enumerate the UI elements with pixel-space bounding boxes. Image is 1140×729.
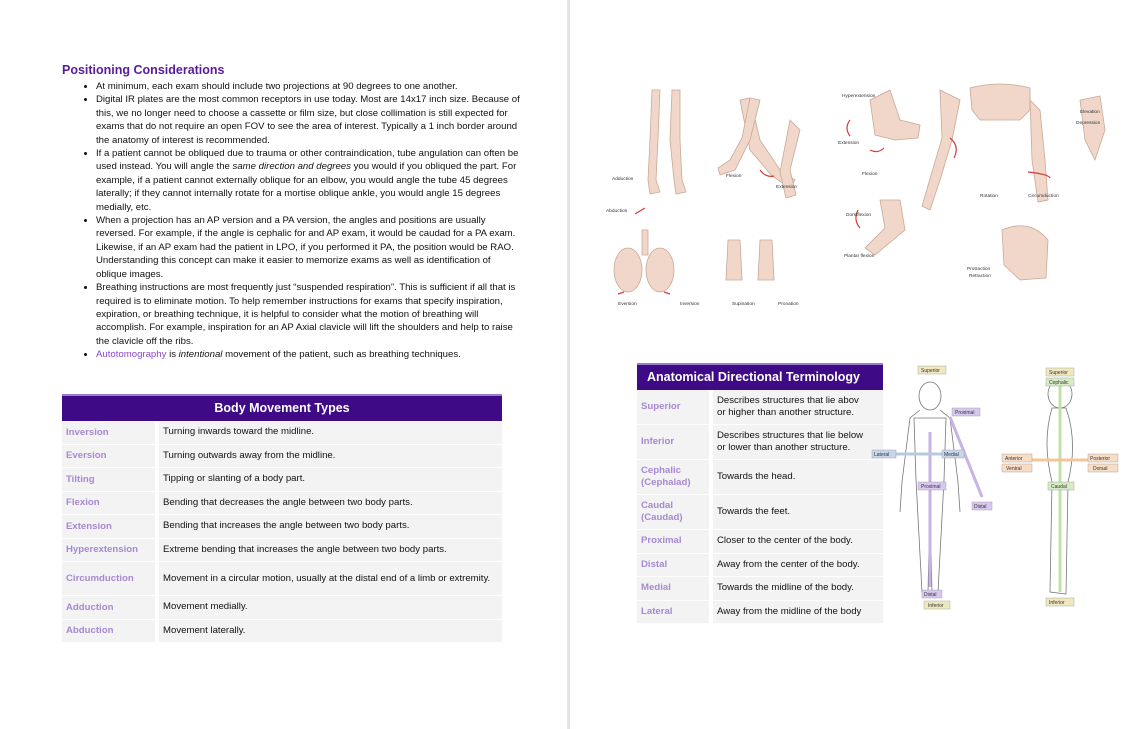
direction-term-text: Cephalic (Cephalad) (641, 465, 691, 488)
label-circumduction: Circumduction (1028, 194, 1059, 199)
direction-term-text: Caudal (Caudad) (641, 500, 683, 523)
direction-definition-text: Describes structures that lie abov or higher than another structure. (717, 395, 859, 418)
arm-shape (1030, 100, 1048, 202)
movement-definition: Bending that decreases the angle between two body parts. (159, 492, 502, 515)
direction-term (637, 577, 713, 600)
tag-inferior: Inferior (928, 603, 944, 609)
shoulder-shape (1080, 96, 1105, 160)
arrow-icon (847, 120, 850, 136)
directional-figure (870, 362, 1120, 617)
movement-definition: Bending that increases the angle between two body parts. (159, 515, 502, 538)
body-movement-table-title: Body Movement Types (62, 394, 502, 421)
direction-definition (713, 601, 883, 624)
anatomical-table-title: Anatomical Directional Terminology (637, 363, 883, 390)
positioning-bullet (96, 348, 524, 361)
table-row (62, 620, 502, 644)
label-depression: Depression (1076, 121, 1101, 126)
positioning-bullet (96, 214, 524, 281)
label-inversion: Inversion (680, 302, 700, 307)
movement-term: Inversion (62, 421, 159, 444)
direction-definition-text: Away from the midline of the body (717, 605, 862, 617)
ankle-shape (642, 230, 648, 255)
bullet-text: At minimum, each exam should include two projections at 90 degrees to one another. (96, 81, 458, 92)
table-row (637, 460, 883, 495)
bullet-text: When a projection has an AP version and a PA version, the angles and positions are usually reversed. For example, if the angle is cephalic for and AP exam, it would be caudad for a PA exam. Likewise, if an AP exam had the patient in LPO, if you performed it PA, the position would be RAO. Understanding this concept can make it easier to memorize exams as well as identification of oblique images. (96, 215, 516, 280)
arrow-icon (635, 208, 645, 214)
bullet-text: you would if you obliqued the part. For example, if a patient cannot externally oblique for an elbow, you would angle the tube 45 degrees laterally; if they cannot internally rotate for a mortise oblique ankle, you would angle 15 degrees medially, etc. (96, 161, 517, 213)
movement-term: Eversion (62, 445, 159, 468)
table-row (62, 492, 502, 516)
direction-definition (713, 530, 883, 553)
movement-term: Abduction (62, 620, 159, 643)
tag-lateral: Lateral (874, 452, 890, 458)
direction-definition (713, 390, 883, 424)
positioning-bullet-list (78, 80, 524, 362)
direction-term-text: Superior (641, 401, 681, 412)
positioning-bullet (96, 93, 524, 147)
positioning-bullet (96, 281, 524, 348)
direction-definition (713, 495, 883, 529)
table-row (637, 425, 883, 460)
label-supination: Supination (732, 302, 755, 307)
direction-definition-text: Away from the center of the body. (717, 558, 860, 570)
right-page (570, 0, 1140, 729)
highlighted-term: Autotomography (96, 349, 167, 361)
foot-shape (646, 248, 674, 292)
direction-term (637, 425, 713, 459)
direction-term (637, 554, 713, 577)
bullet-text: is (166, 349, 179, 361)
hand-shape (870, 90, 920, 140)
movement-definition: Turning outwards away from the midline. (159, 445, 502, 468)
label-flexion-top: Flexion (862, 172, 878, 177)
direction-term (637, 460, 713, 494)
direction-definition-text: Towards the midline of the body. (717, 582, 854, 594)
bullet-text: Digital IR plates are the most common receptors in use today. Most are 14x17 inch size. Because of this, we no longer need to choose a cassette or film size, but close collimation is still expected for exams that do not require an open FOV to see the area of interest. Typically a 1 inch border around the anatomy of interest is recommended. (96, 94, 520, 146)
direction-term-text: Inferior (641, 436, 675, 447)
direction-term-text: Distal (641, 558, 668, 570)
direction-term-text: Proximal (641, 535, 682, 547)
tag-inferior-side: Inferior (1049, 600, 1065, 606)
arrow-icon (870, 148, 884, 152)
hand-shape (758, 240, 774, 280)
movement-definition: Movement in a circular motion, usually at the distal end of a limb or extremity. (159, 562, 502, 595)
movement-definition: Turning inwards toward the midline. (159, 421, 502, 444)
movement-definition: Movement medially. (159, 596, 502, 619)
table-row (62, 539, 502, 563)
table-row (62, 445, 502, 469)
foot-shape (614, 248, 642, 292)
label-plantar-flexion: Plantar flexion (844, 254, 875, 259)
label-pronation: Pronation (778, 302, 799, 307)
movement-definition: Extreme bending that increases the angle between two body parts. (159, 539, 502, 562)
torso-shape (970, 84, 1030, 120)
direction-definition (713, 425, 883, 459)
movement-term: Hyperextension (62, 539, 159, 562)
hand-shape (726, 240, 742, 280)
label-elevation: Elevation (1080, 110, 1100, 115)
positioning-bullet (96, 147, 524, 214)
bullet-text: If a patient cannot be obliqued due to trauma or other contraindication, tube angulation can often be used instead. You will angle the (96, 148, 519, 173)
foot-shape (865, 200, 905, 255)
tag-medial: Medial (944, 452, 959, 458)
arrow-icon (618, 292, 624, 294)
head-shape (1002, 226, 1048, 280)
positioning-bullet (96, 80, 524, 93)
label-retraction: Retraction (969, 274, 991, 279)
movement-term: Flexion (62, 492, 159, 515)
tag-dorsal: Dorsal (1093, 466, 1108, 472)
tag-anterior: Anterior (1005, 456, 1023, 462)
movement-definition: Tipping or slanting of a body part. (159, 468, 502, 491)
movement-term: Tilting (62, 468, 159, 491)
table-row (637, 390, 883, 425)
bullet-text: movement of the patient, such as breathing techniques. (222, 349, 461, 361)
body-movement-illustration (600, 80, 1120, 320)
direction-definition (713, 554, 883, 577)
table-row (637, 577, 883, 601)
tag-posterior: Posterior (1090, 456, 1111, 462)
tag-distal: Distal (974, 504, 987, 510)
table-row (62, 468, 502, 492)
label-adduction: Adduction (612, 177, 634, 182)
arm-shape (922, 90, 960, 210)
table-row (637, 554, 883, 578)
tag-superior-side: Superior (1049, 370, 1068, 376)
tag-cephalic: Cephalic (1049, 380, 1069, 386)
positioning-title: Positioning Considerations (62, 63, 225, 77)
label-rotation: Rotation (980, 194, 998, 199)
movement-term: Extension (62, 515, 159, 538)
bullet-text: Breathing instructions are most frequently just “suspended respiration”. This is sufficient if all that is required is to eliminate motion. To help remember instructions for exams that specify inspiration, expiration, or breathing technique, it is helpful to consider what the motion of breathing will accomplish. For example, inspiration for an AP Axial clavicle will lift the shoulders and help to raise the clavicle off the ribs. (96, 282, 516, 347)
arrow-icon (664, 292, 670, 294)
direction-definition-text: Closer to the center of the body. (717, 535, 853, 547)
table-row (637, 530, 883, 554)
movement-term: Circumduction (62, 562, 159, 595)
table-row (62, 562, 502, 596)
direction-term (637, 495, 713, 529)
label-protraction: Protraction (967, 267, 991, 272)
anatomical-terminology-table (637, 363, 883, 624)
tag-ventral: Ventral (1006, 466, 1022, 472)
tag-proximal-2: Proximal (921, 484, 941, 490)
label-extension-top: Extension (838, 141, 860, 146)
tag-superior: Superior (921, 368, 940, 374)
body-movement-table (62, 394, 502, 643)
tag-proximal: Proximal (955, 410, 975, 416)
movement-term: Adduction (62, 596, 159, 619)
leg-shape (648, 90, 660, 194)
table-row (62, 421, 502, 445)
direction-term (637, 390, 713, 424)
tag-caudal: Caudal (1051, 484, 1067, 490)
label-abduction: Abduction (606, 209, 628, 214)
movement-definition: Movement laterally. (159, 620, 502, 643)
table-row (62, 596, 502, 620)
leg-shape (670, 90, 686, 194)
table-row (637, 495, 883, 530)
direction-definition (713, 460, 883, 494)
direction-term (637, 530, 713, 553)
label-dorsiflexion: Dorsiflexion (846, 213, 872, 218)
direction-term-text: Lateral (641, 605, 673, 617)
label-extension: Extension (776, 185, 798, 190)
label-hyperextension: Hyperextension (842, 94, 876, 99)
left-page (0, 0, 567, 729)
direction-definition-text: Towards the feet. (717, 506, 791, 517)
direction-term (637, 601, 713, 624)
direction-definition (713, 577, 883, 600)
direction-term-text: Medial (641, 582, 671, 594)
table-row (637, 601, 883, 625)
bullet-text: intentional (178, 349, 223, 361)
direction-definition-text: Towards the head. (717, 471, 796, 482)
tag-distal-2: Distal (924, 592, 937, 598)
front-head-shape (919, 382, 941, 410)
direction-definition-text: Describes structures that lie below or lower than another structure. (717, 430, 864, 453)
bullet-text: same direction and degrees (232, 161, 351, 173)
label-flexion: Flexion (726, 174, 742, 179)
table-row (62, 515, 502, 539)
label-eversion: Eversion (618, 302, 637, 307)
